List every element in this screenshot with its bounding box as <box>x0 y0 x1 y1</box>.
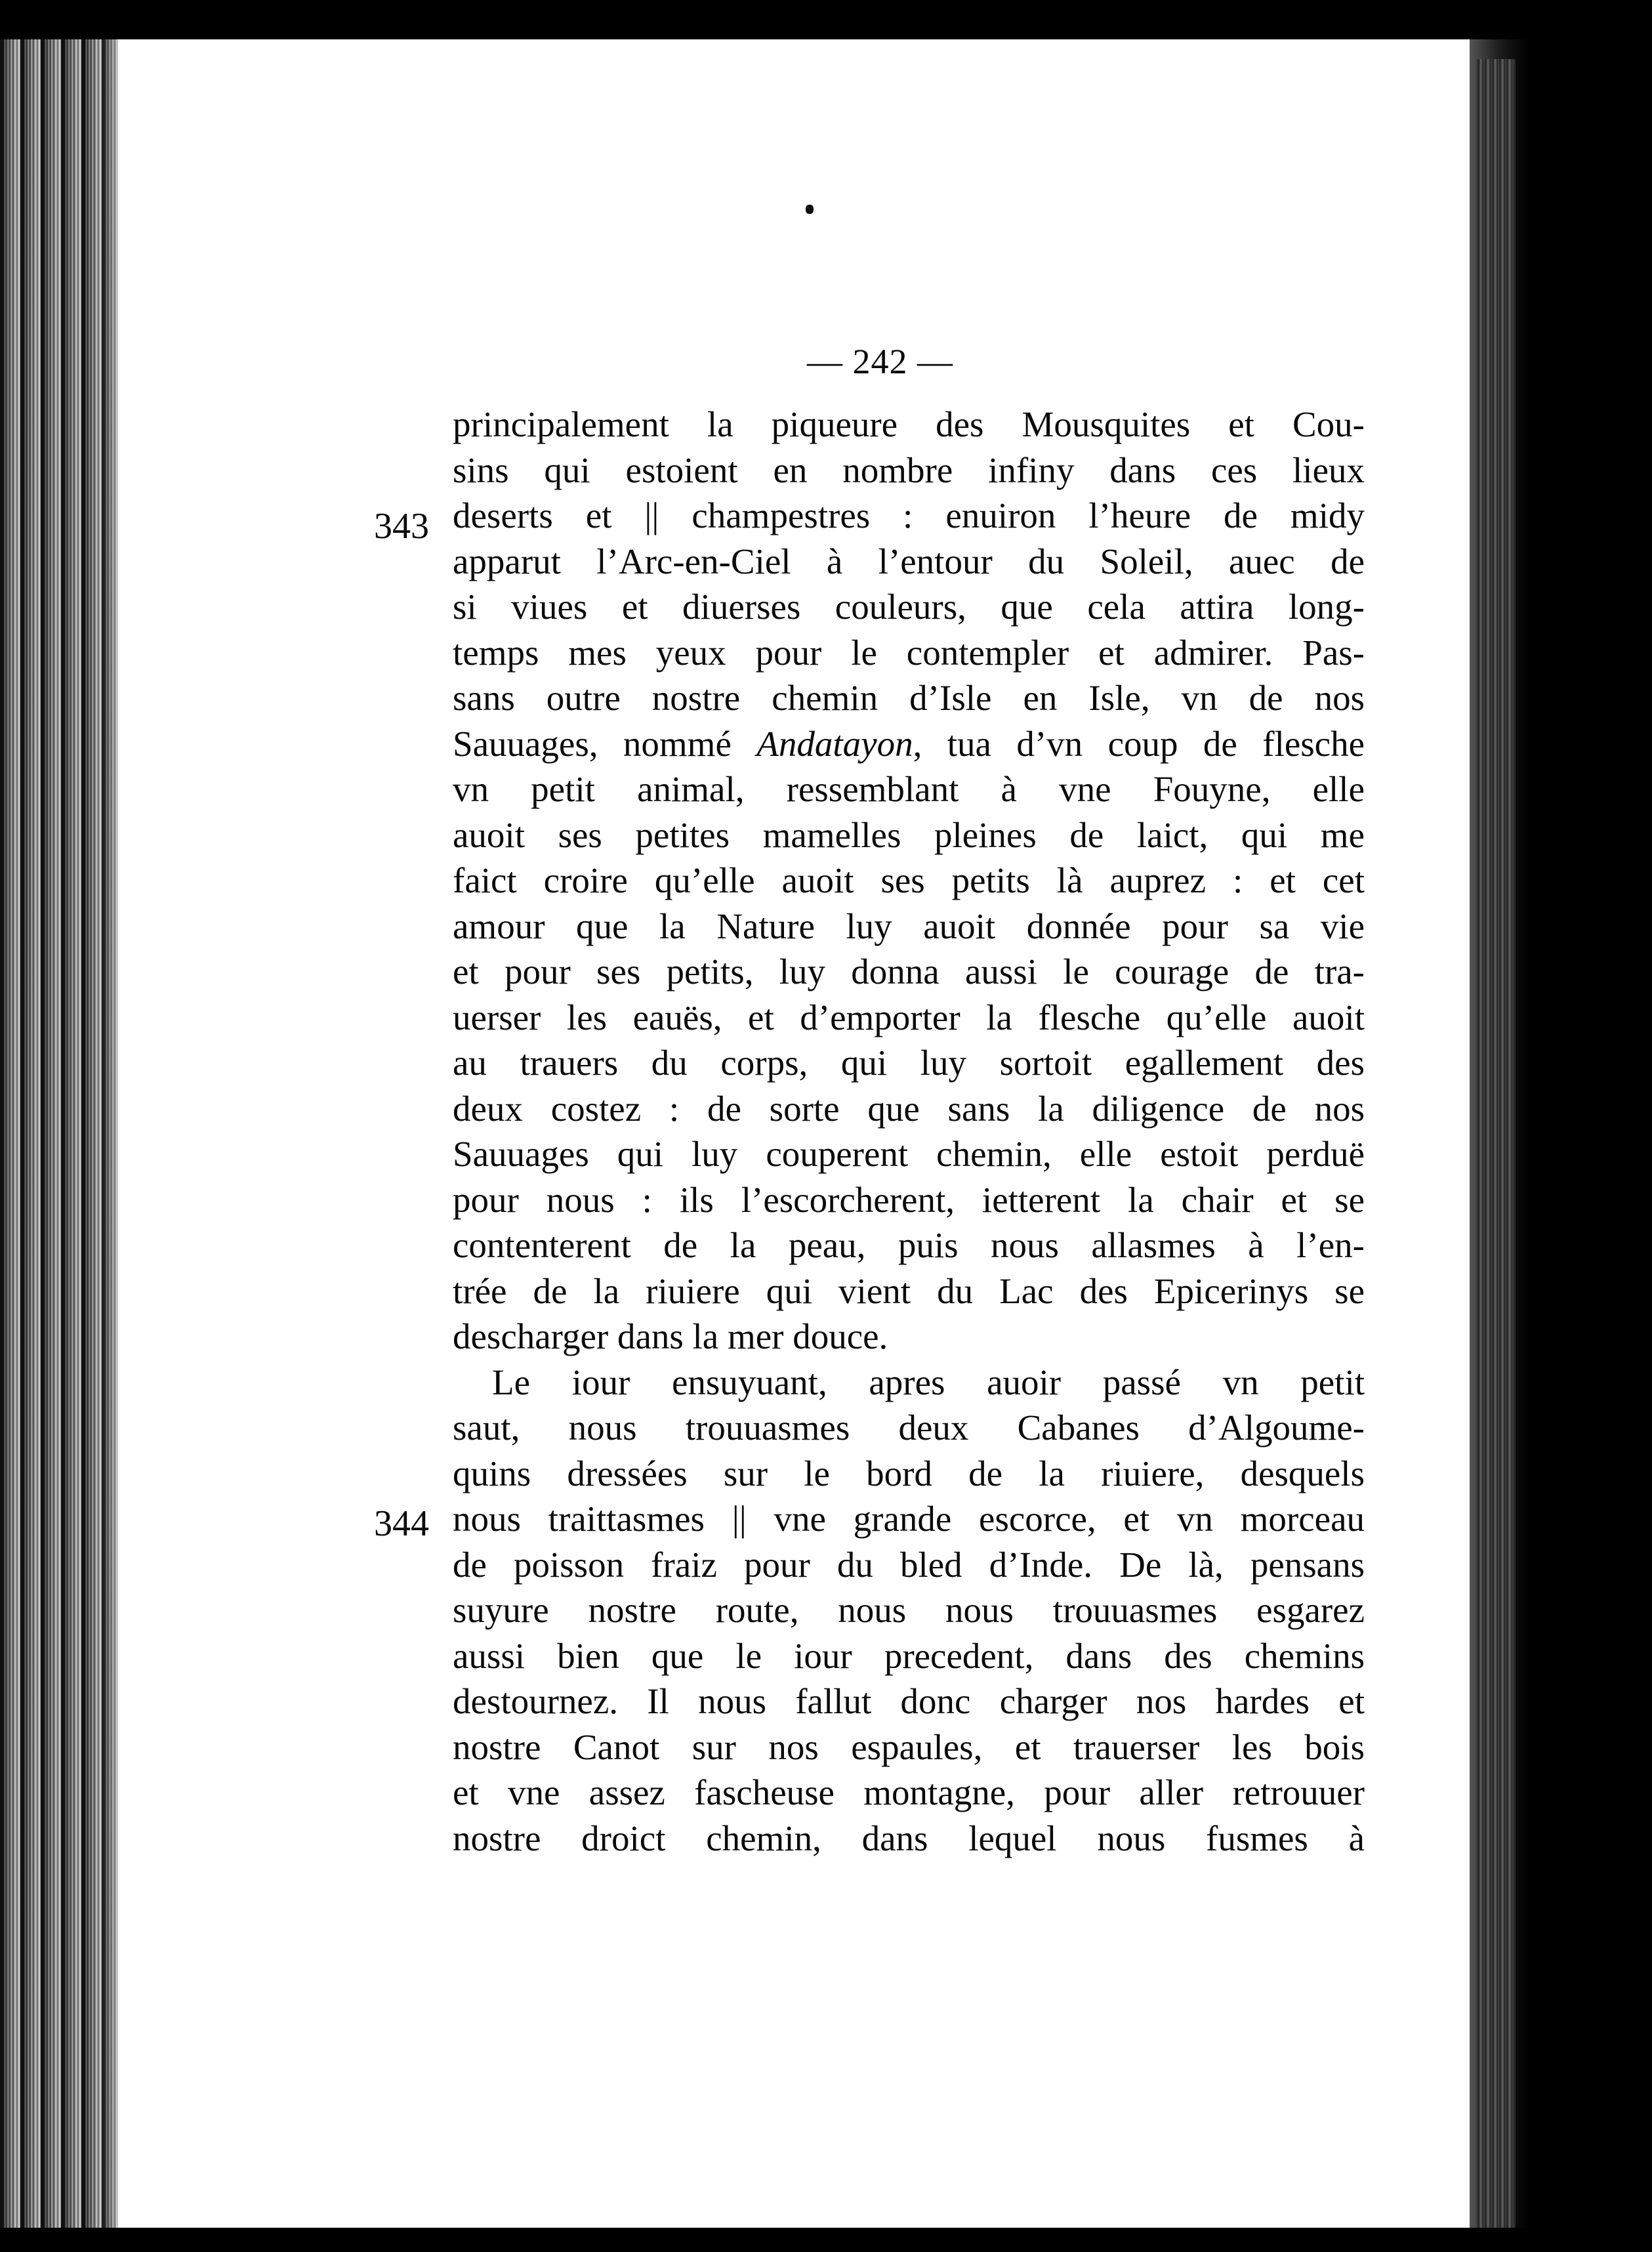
ink-speck <box>806 205 814 214</box>
text-line: nostre Canot sur nos espaules, et trauerser les bois <box>453 1726 1365 1767</box>
text-line: descharger dans la mer douce. <box>453 1316 888 1356</box>
text-line: nous traittasmes || vne grande escorce, et vn morceau <box>453 1499 1365 1539</box>
italic-name: Andatayon <box>756 723 913 764</box>
text-line: au trauers du corps, qui luy sortoit egallement des <box>453 1043 1365 1083</box>
scan-border-top <box>0 0 1652 39</box>
text-line: uerser les eauës, et d’emporter la flesche qu’elle auoit <box>453 997 1365 1037</box>
text-line: et vne assez fascheuse montagne, pour aller retrouuer <box>453 1772 1365 1812</box>
text-line: principalement la piqueure des Mousquites et Cou- <box>453 404 1365 444</box>
text-line: amour que la Nature luy auoit donnée pour sa vie <box>453 906 1365 946</box>
text-line: Sauuages qui luy couperent chemin, elle estoit perduë <box>453 1134 1365 1174</box>
page-number: — 242 — <box>807 342 953 381</box>
text-line: Le iour ensuyuant, apres auoir passé vn petit <box>492 1362 1365 1402</box>
gutter-shadow <box>98 0 190 2252</box>
text-line: apparut l’Arc-en-Ciel à l’entour du Soleil, auec de <box>453 541 1365 581</box>
body-text <box>453 402 1365 1861</box>
text-line: saut, nous trouuasmes deux Cabanes d’Algoume- <box>453 1408 1365 1448</box>
text-line: temps mes yeux pour le contempler et admirer. Pas- <box>453 632 1365 673</box>
text-line: trée de la riuiere qui vient du Lac des Epicerinys se <box>453 1270 1365 1311</box>
margin-page-reference: 343 <box>374 506 429 547</box>
scan-border-bottom <box>0 2228 1652 2252</box>
text-line: et pour ses petits, luy donna aussi le courage de tra- <box>453 951 1365 991</box>
text-line: pour nous : ils l’escorcherent, ietterent la chair et se <box>453 1179 1365 1220</box>
text-line: vn petit animal, ressemblant à vne Fouyne, elle <box>453 769 1365 809</box>
text-line: deserts et || champestres : enuiron l’heure de midy <box>453 495 1365 535</box>
text-line: aussi bien que le iour precedent, dans des chemins <box>453 1635 1365 1676</box>
text-line: deux costez : de sorte que sans la diligence de nos <box>453 1088 1365 1129</box>
text-line: Sauuages, nommé Andatayon, tua d’vn coup de flesche <box>453 723 1365 764</box>
margin-page-reference: 344 <box>374 1503 429 1544</box>
text-line: sins qui estoient en nombre infiny dans ces lieux <box>453 449 1365 490</box>
text-line: nostre droict chemin, dans lequel nous fusmes à <box>453 1818 1365 1858</box>
text-line: sans outre nostre chemin d’Isle en Isle, vn de nos <box>453 678 1365 718</box>
text-line: de poisson fraiz pour du bled d’Inde. De là, pensans <box>453 1544 1365 1585</box>
text-line: suyure nostre route, nous nous trouuasmes esgarez <box>453 1590 1365 1630</box>
text-line: quins dressées sur le bord de la riuiere, desquels <box>453 1453 1365 1493</box>
text-line: destournez. Il nous fallut donc charger nos hardes et <box>453 1681 1365 1721</box>
text-line: si viues et diuerses couleurs, que cela attira long- <box>453 587 1365 627</box>
text-line: faict croire qu’elle auoit ses petits là auprez : et cet <box>453 860 1365 900</box>
text-line: auoit ses petites mamelles pleines de laict, qui me <box>453 814 1365 855</box>
page-edge-band <box>1476 59 1516 2251</box>
text-line: contenterent de la peau, puis nous allasmes à l’en- <box>453 1225 1365 1265</box>
